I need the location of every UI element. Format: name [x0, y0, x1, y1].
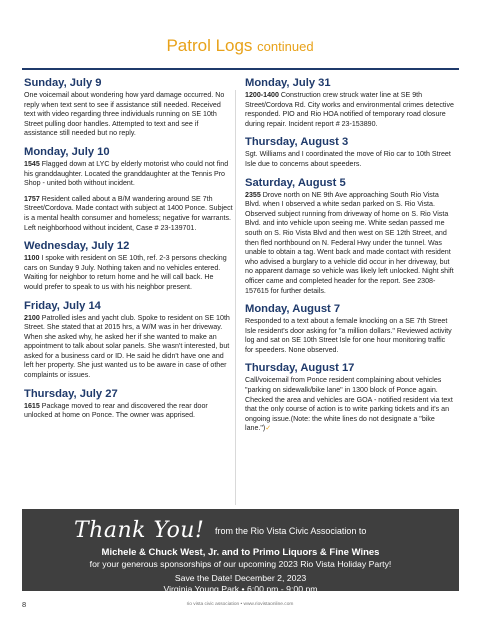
log-entry — [24, 299, 233, 381]
log-entry — [24, 76, 233, 139]
title-subtitle: continued — [257, 39, 314, 54]
log-entry — [245, 76, 454, 129]
log-entry — [24, 145, 233, 233]
log-date-heading: Thursday, July 27 — [24, 387, 118, 400]
log-text: Flagged down at LYC by elderly motorist who could not find his granddaughter. Located the granddaughter at the Tennis Pro Shop - united both without incident. — [24, 159, 229, 188]
banner-venue: Virginia Young Park • 6:00 pm - 9:00 pm — [163, 584, 318, 594]
footer-text: rio vista civic association • www.riovistaonline.com — [186, 602, 294, 607]
log-time-code: 1200-1400 — [245, 91, 279, 99]
log-paragraph — [24, 160, 233, 189]
log-date-heading: Thursday, August 17 — [245, 362, 355, 375]
log-time-code: 1100 — [24, 254, 40, 263]
right-column — [245, 76, 454, 434]
log-text: Patrolled isles and yacht club. Spoke to resident on SE 10th Street. She stated that at 2015 hrs, a W/M was in her driveway. When she asked why, he asked her if she wanted to make an appointment to talk about solar panels. She wasn't interested, but asked for a business card or ID. He said he didn't have one and left her property. She just wanted us to be aware in case of other complaints or issues. — [24, 313, 230, 380]
log-paragraph — [245, 150, 454, 169]
log-date-heading: Wednesday, July 12 — [24, 240, 130, 253]
banner-sponsorship-text: for your generous sponsorships of our upcoming 2023 Rio Vista Holiday Party! — [89, 559, 392, 569]
log-date-heading: Friday, July 14 — [24, 299, 101, 312]
log-paragraph — [24, 254, 233, 292]
log-text: Resident called about a B/M wandering around SE 7th Street/Cordova. Made contact with subject at 1400 Ponce. Subject is a mental health consumer and homeless; negative for warrants. Left neighborhood without incident, Case # 23-139701. — [24, 194, 233, 232]
log-paragraph — [24, 314, 233, 381]
log-entry — [24, 387, 233, 421]
log-date-heading: Monday, July 31 — [245, 77, 331, 89]
title-rule — [22, 68, 459, 70]
log-time-code: 1545 — [24, 159, 40, 168]
end-mark-icon: ✓ — [265, 425, 272, 433]
log-text: Package moved to rear and discovered the rear door unlocked at home on Ponce. The owner was apprised. — [24, 401, 208, 420]
log-paragraph — [24, 402, 233, 421]
log-time-code: 1615 — [24, 401, 40, 410]
title-main: Patrol Logs — [166, 36, 253, 55]
thank-you-banner — [22, 509, 459, 594]
page-title — [0, 36, 480, 56]
column-divider — [235, 90, 236, 505]
log-paragraph — [245, 191, 454, 297]
log-paragraph — [245, 317, 454, 355]
log-text: Drove north on NE 9th Ave approaching South Rio Vista Blvd. when I observed a white sedan parked on S. Rio Vista. Observed subject running from driveway of home on S. Rio Vista Blvd. and into vehicle upon seeing me. White sedan passed me south on S. Rio Vista Blvd and then west on SE 12th Street, and then fled northbound on N. Federal Hwy under the tunnel. Was unable to obtain a tag. Went back and made contact with resident who advised a burglary to a vehicle did occur in her driveway, but no apparent damage so vehicle was likely left unlocked. Night shift officer came and completed header for the report. See 2308-157615 for further details. — [245, 190, 454, 295]
log-paragraph — [245, 376, 454, 434]
log-date-heading: Sunday, July 9 — [24, 77, 102, 89]
log-text: Construction crew struck water line at SE 9th Street/Cordova Rd. City works and environmental crimes detective responded. PIO and Rio HOA notified of temporary road closure during repair. Incident report # 23-153890. — [245, 91, 454, 128]
log-date-heading: Saturday, August 5 — [245, 176, 346, 189]
log-date-heading: Monday, July 10 — [24, 145, 110, 158]
log-time-code: 2355 — [245, 190, 261, 199]
page-number: 8 — [22, 600, 27, 609]
log-entry — [245, 302, 454, 355]
log-text: Call/voicemail from Ponce resident complaining about vehicles "parking on sidewalk/bike lane" in 1300 block of Ponce again. Checked the area and vehicles are GOA - notified resident via text that the only course of action is to write parking tickets and it's an ongoing issue.(Note: the white lines do not designate a "bike lane.") — [245, 376, 453, 433]
log-entry — [245, 176, 454, 297]
thank-you-script: Thank You! — [74, 518, 205, 543]
log-date-heading: Thursday, August 3 — [245, 136, 349, 149]
log-date-heading: Monday, August 7 — [245, 303, 341, 316]
log-text: One voicemail about wondering how yard damage occurred. No reply when text sent to see if assistance still needed. Received text with video regarding three individuals running on SE 10th Street pulling door handles. Attempted to text and see if assistance still needed but no reply. — [24, 91, 225, 138]
banner-sponsors: Michele & Chuck West, Jr. and to Primo Liquors & Fine Wines — [101, 547, 380, 558]
log-entry — [24, 239, 233, 292]
banner-from-text: from the Rio Vista Civic Association to — [215, 526, 367, 536]
log-paragraph — [24, 91, 233, 139]
log-text: I spoke with resident on SE 10th, ref. 2-3 persons checking cars on Sunday 9 July. Nothing taken and no vehicles entered. Waiting for neighbor to return home and he will call back. He would prefer to speak to us with his neighbor present. — [24, 254, 227, 291]
log-text: Sgt. Williams and I coordinated the move of Rio car to 10th Street Isle due to concerns about speeders. — [245, 150, 451, 168]
log-paragraph — [245, 91, 454, 129]
log-time-code: 1757 — [24, 194, 40, 203]
log-text: Responded to a text about a female knocking on a SE 7th Street Isle resident's door asking for "a million dollars." Reviewed activity log and sat on SE 10th Street Isle for one hour monitoring traffic for speeders. None observed. — [245, 317, 452, 354]
log-time-code: 2100 — [24, 313, 40, 322]
log-entry — [245, 361, 454, 434]
log-paragraph — [24, 195, 233, 233]
left-column — [24, 76, 233, 421]
log-entry — [245, 135, 454, 169]
banner-save-date: Save the Date! December 2, 2023 — [174, 573, 307, 583]
